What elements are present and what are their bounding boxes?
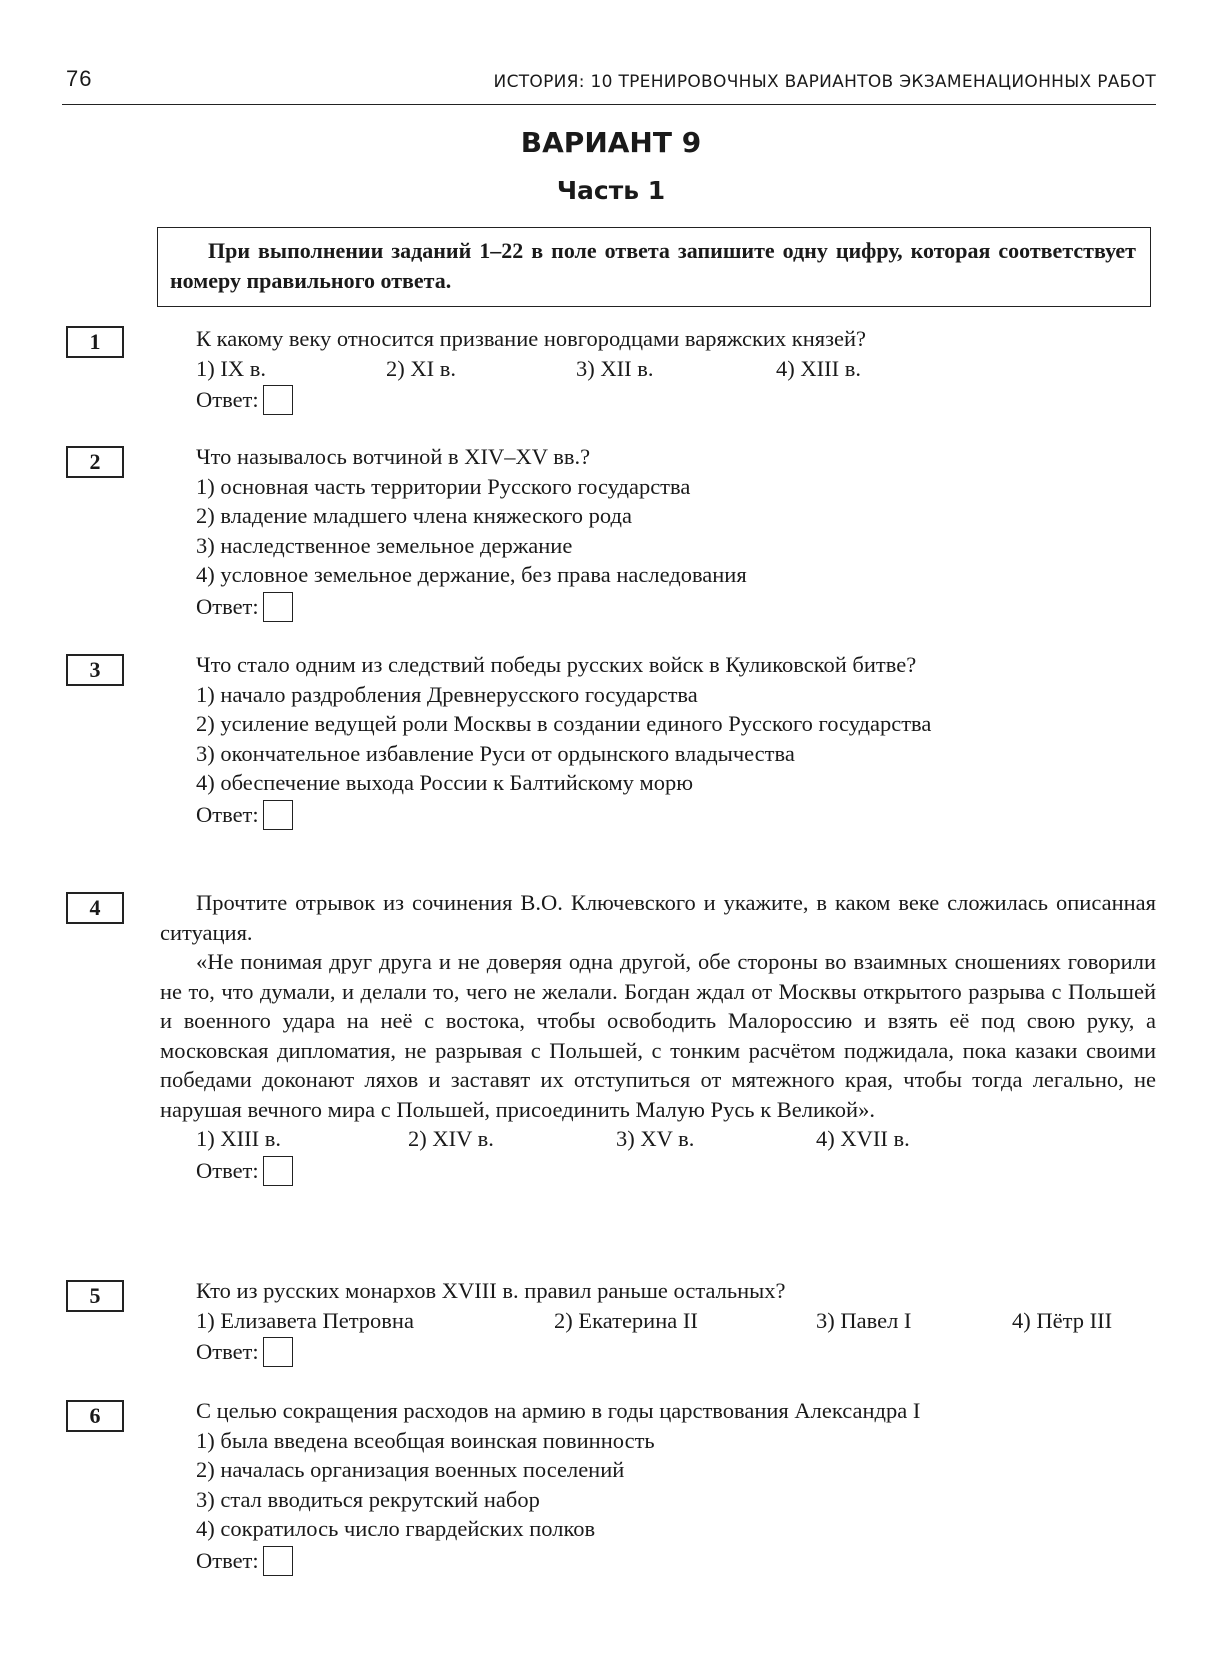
task-body xyxy=(196,1396,1156,1576)
task-body xyxy=(196,650,1156,830)
answer-label: Ответ: xyxy=(196,801,259,827)
options-list xyxy=(196,472,1156,590)
task-quote: «Не понимая друг друга и не доверяя одна другой, обе стороны во взаимных сношениях говорили не то, что думали, и делали то, чего не желали. Богдан ждал от Москвы открытого разрыва с Польшей и военного удара на неё с востока, чтобы освободить Малороссию и взять её под свою руку, а московская дипломатия, не разрывая с Польшей, с тонким расчётом поджидала, пока казаки своими победами доконают ляхов и заставят их отступиться от мятежного края, чтобы тогда легально, не нарушая вечного мира с Польшей, присоединить Малую Русь к Великой». xyxy=(160,949,1156,1122)
answer-label: Ответ: xyxy=(196,387,259,413)
option-1: 1) начало раздробления Древнерусского государства xyxy=(196,681,698,707)
task-body xyxy=(196,324,1156,415)
option-1: 1) Елизавета Петровна xyxy=(196,1307,414,1333)
task-question: С целью сокращения расходов на армию в годы царствования Александра I xyxy=(196,1398,921,1423)
option-4: 4) условное земельное держание, без права наследования xyxy=(196,562,747,587)
option-4: 4) обеспечение выхода России к Балтийскому морю xyxy=(196,770,694,795)
option-3: 3) XII в. xyxy=(576,355,654,381)
option-2: 2) XIV в. xyxy=(408,1126,494,1151)
options-list xyxy=(196,680,1156,798)
option-3: 3) окончательное избавление Руси от ордынского владычества xyxy=(196,740,795,766)
task-question: К какому веку относится призвание новгородцами варяжских князей? xyxy=(196,326,867,351)
option-2: 2) владение младшего члена княжеского рода xyxy=(196,503,632,528)
answer-box[interactable] xyxy=(263,385,293,415)
part-title: Часть 1 xyxy=(556,176,666,205)
answer-row xyxy=(196,592,1156,622)
task-question: Что стало одним из следствий победы русских войск в Куликовской битве? xyxy=(196,652,917,677)
option-3: 3) стал вводиться рекрутский набор xyxy=(196,1486,540,1512)
options-list xyxy=(196,1426,1156,1544)
answer-label: Ответ: xyxy=(196,1547,259,1573)
answer-label: Ответ: xyxy=(196,593,259,619)
task-number: 4 xyxy=(66,892,124,924)
option-1: 1) XIII в. xyxy=(196,1126,281,1151)
option-1: 1) IX в. xyxy=(196,355,266,381)
task-body xyxy=(196,1276,1156,1367)
options-row xyxy=(160,1124,1156,1154)
answer-box[interactable] xyxy=(263,1156,293,1186)
option-2: 2) началась организация военных поселений xyxy=(196,1457,625,1482)
option-2: 2) Екатерина II xyxy=(554,1307,698,1333)
option-4: 4) сократилось число гвардейских полков xyxy=(196,1516,596,1541)
option-2: 2) XI в. xyxy=(386,355,456,381)
task-question: Прочтите отрывок из сочинения В.О. Ключевского и укажите, в каком веке сложилась описанная ситуация. xyxy=(160,890,1156,945)
option-3: 3) XV в. xyxy=(616,1126,695,1151)
option-1: 1) была введена всеобщая воинская повинность xyxy=(196,1427,655,1453)
option-3: 3) Павел I xyxy=(816,1307,912,1333)
task-question: Что называлось вотчиной в XIV–XV вв.? xyxy=(196,444,591,469)
answer-row xyxy=(196,385,1156,415)
answer-row xyxy=(196,1337,1156,1367)
running-title: ИСТОРИЯ: 10 ТРЕНИРОВОЧНЫХ ВАРИАНТОВ ЭКЗАМЕНАЦИОННЫХ РАБОТ xyxy=(493,72,1156,92)
task-body xyxy=(196,442,1156,622)
task-question: Кто из русских монархов XVIII в. правил раньше остальных? xyxy=(196,1278,786,1303)
task-number: 6 xyxy=(66,1400,124,1432)
task-number: 5 xyxy=(66,1280,124,1312)
option-1: 1) основная часть территории Русского государства xyxy=(196,473,691,499)
answer-row xyxy=(196,800,1156,830)
answer-box[interactable] xyxy=(263,592,293,622)
task-number: 2 xyxy=(66,446,124,478)
option-4: 4) XVII в. xyxy=(816,1126,910,1151)
option-4: 4) Пётр III xyxy=(1012,1307,1113,1333)
option-2: 2) усиление ведущей роли Москвы в создании единого Русского государства xyxy=(196,711,932,736)
answer-box[interactable] xyxy=(263,800,293,830)
answer-box[interactable] xyxy=(263,1337,293,1367)
answer-row xyxy=(196,1546,1156,1576)
answer-box[interactable] xyxy=(263,1546,293,1576)
answer-row xyxy=(160,1156,1156,1186)
answer-label: Ответ: xyxy=(196,1157,259,1183)
answer-label: Ответ: xyxy=(196,1339,259,1365)
option-3: 3) наследственное земельное держание xyxy=(196,532,573,558)
options-row xyxy=(196,354,1156,384)
task-body xyxy=(160,888,1156,1186)
task-number: 1 xyxy=(66,326,124,358)
task-number: 3 xyxy=(66,654,124,686)
instruction-box: При выполнении заданий 1–22 в поле ответа запишите одну цифру, которая соответствует номеру правильного ответа. xyxy=(157,227,1151,307)
variant-title: ВАРИАНТ 9 xyxy=(520,126,702,159)
page-number: 76 xyxy=(66,66,93,91)
options-row xyxy=(196,1306,1156,1336)
option-4: 4) XIII в. xyxy=(776,355,861,381)
header-divider xyxy=(62,104,1156,105)
